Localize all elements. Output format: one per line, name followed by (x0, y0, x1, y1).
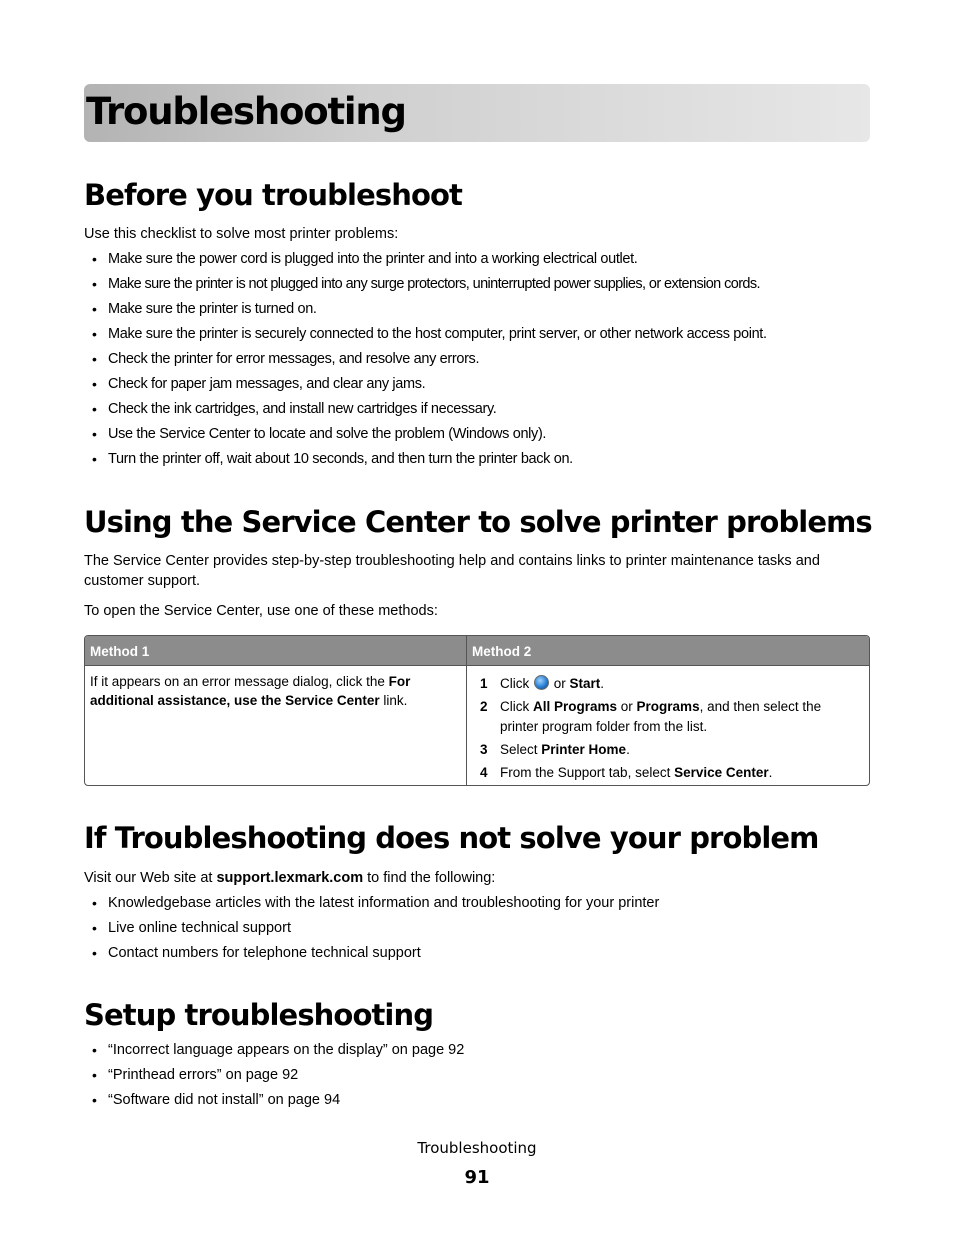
bullet-icon: • (92, 451, 97, 467)
bullet-icon: • (92, 376, 97, 392)
service-center-link-label: For additional assistance, use the Service Center (90, 674, 411, 708)
bullet-icon: • (92, 1042, 97, 1058)
list-item: • Knowledgebase articles with the latest information and troubleshooting for your printer (92, 895, 660, 911)
bullet-icon: • (92, 326, 97, 342)
table-header-row (85, 636, 869, 666)
support-website-link[interactable]: support.lexmark.com (216, 870, 364, 886)
method-2-cell (480, 674, 860, 786)
list-item[interactable]: • “Printhead errors” on page 92 (92, 1067, 299, 1083)
service-center-description: The Service Center provides step-by-step troubleshooting help and contains links to printer maintenance tasks and customer support. (84, 553, 820, 589)
bullet-icon: • (92, 426, 97, 442)
step-3: 3 Select Printer Home. (480, 742, 630, 757)
visit-website-text: Visit our Web site at support.lexmark.com to find the following: (84, 870, 496, 886)
bullet-icon: • (92, 945, 97, 961)
bullet-icon: • (92, 351, 97, 367)
list-item: • Turn the printer off, wait about 10 seconds, and then turn the printer back on. (92, 451, 573, 467)
list-item: • Check for paper jam messages, and clear any jams. (92, 376, 426, 392)
bullet-icon: • (92, 276, 97, 292)
step-2: 2 Click All Programs or Programs, and then select the printer program folder from the list. (480, 699, 822, 734)
list-item: • Make sure the power cord is plugged into the printer and into a working electrical outlet. (92, 251, 638, 267)
bullet-icon: • (92, 301, 97, 317)
heading-not-solved: If Troubleshooting does not solve your problem (84, 821, 819, 855)
list-item: • Use the Service Center to locate and solve the problem (Windows only). (92, 426, 547, 442)
bullet-icon: • (92, 401, 97, 417)
support-options-list (84, 893, 870, 968)
list-item: • Live online technical support (92, 920, 291, 936)
list-item[interactable]: • “Software did not install” on page 94 (92, 1092, 341, 1108)
column-divider (466, 636, 467, 785)
heading-before-you-troubleshoot: Before you troubleshoot (84, 178, 462, 212)
heading-service-center: Using the Service Center to solve printer problems (84, 505, 872, 539)
bullet-icon: • (92, 895, 97, 911)
windows-start-orb-icon (534, 675, 549, 690)
footer-chapter-label: Troubleshooting (417, 1139, 537, 1157)
checklist-intro: Use this checklist to solve most printer problems: (84, 226, 399, 242)
method-1-cell: If it appears on an error message dialog, click the For additional assistance, use the Service Center link. (90, 674, 411, 708)
bullet-icon: • (92, 1092, 97, 1108)
list-item: • Make sure the printer is securely connected to the host computer, print server, or other network access point. (92, 326, 767, 342)
step-1: 1 Click or Start. (480, 676, 605, 691)
methods-table (84, 635, 870, 786)
column-header-method-1: Method 1 (90, 644, 150, 659)
list-item: • Make sure the printer is turned on. (92, 301, 317, 317)
open-methods-intro: To open the Service Center, use one of these methods: (84, 603, 438, 619)
chapter-title: Troubleshooting (86, 90, 406, 133)
checklist (84, 249, 870, 474)
heading-setup-troubleshooting: Setup troubleshooting (84, 998, 434, 1032)
bullet-icon: • (92, 920, 97, 936)
page-number: 91 (464, 1167, 490, 1188)
column-header-method-2: Method 2 (472, 644, 532, 659)
list-item: • Make sure the printer is not plugged into any surge protectors, uninterrupted power supplies, or extension cords. (92, 276, 760, 292)
list-item: • Check the ink cartridges, and install new cartridges if necessary. (92, 401, 497, 417)
list-item[interactable]: • “Incorrect language appears on the display” on page 92 (92, 1042, 465, 1058)
bullet-icon: • (92, 251, 97, 267)
setup-topics-list (84, 1040, 870, 1115)
list-item: • Check the printer for error messages, and resolve any errors. (92, 351, 480, 367)
bullet-icon: • (92, 1067, 97, 1083)
step-4: 4 From the Support tab, select Service Center. (480, 765, 773, 780)
list-item: • Contact numbers for telephone technical support (92, 945, 421, 961)
